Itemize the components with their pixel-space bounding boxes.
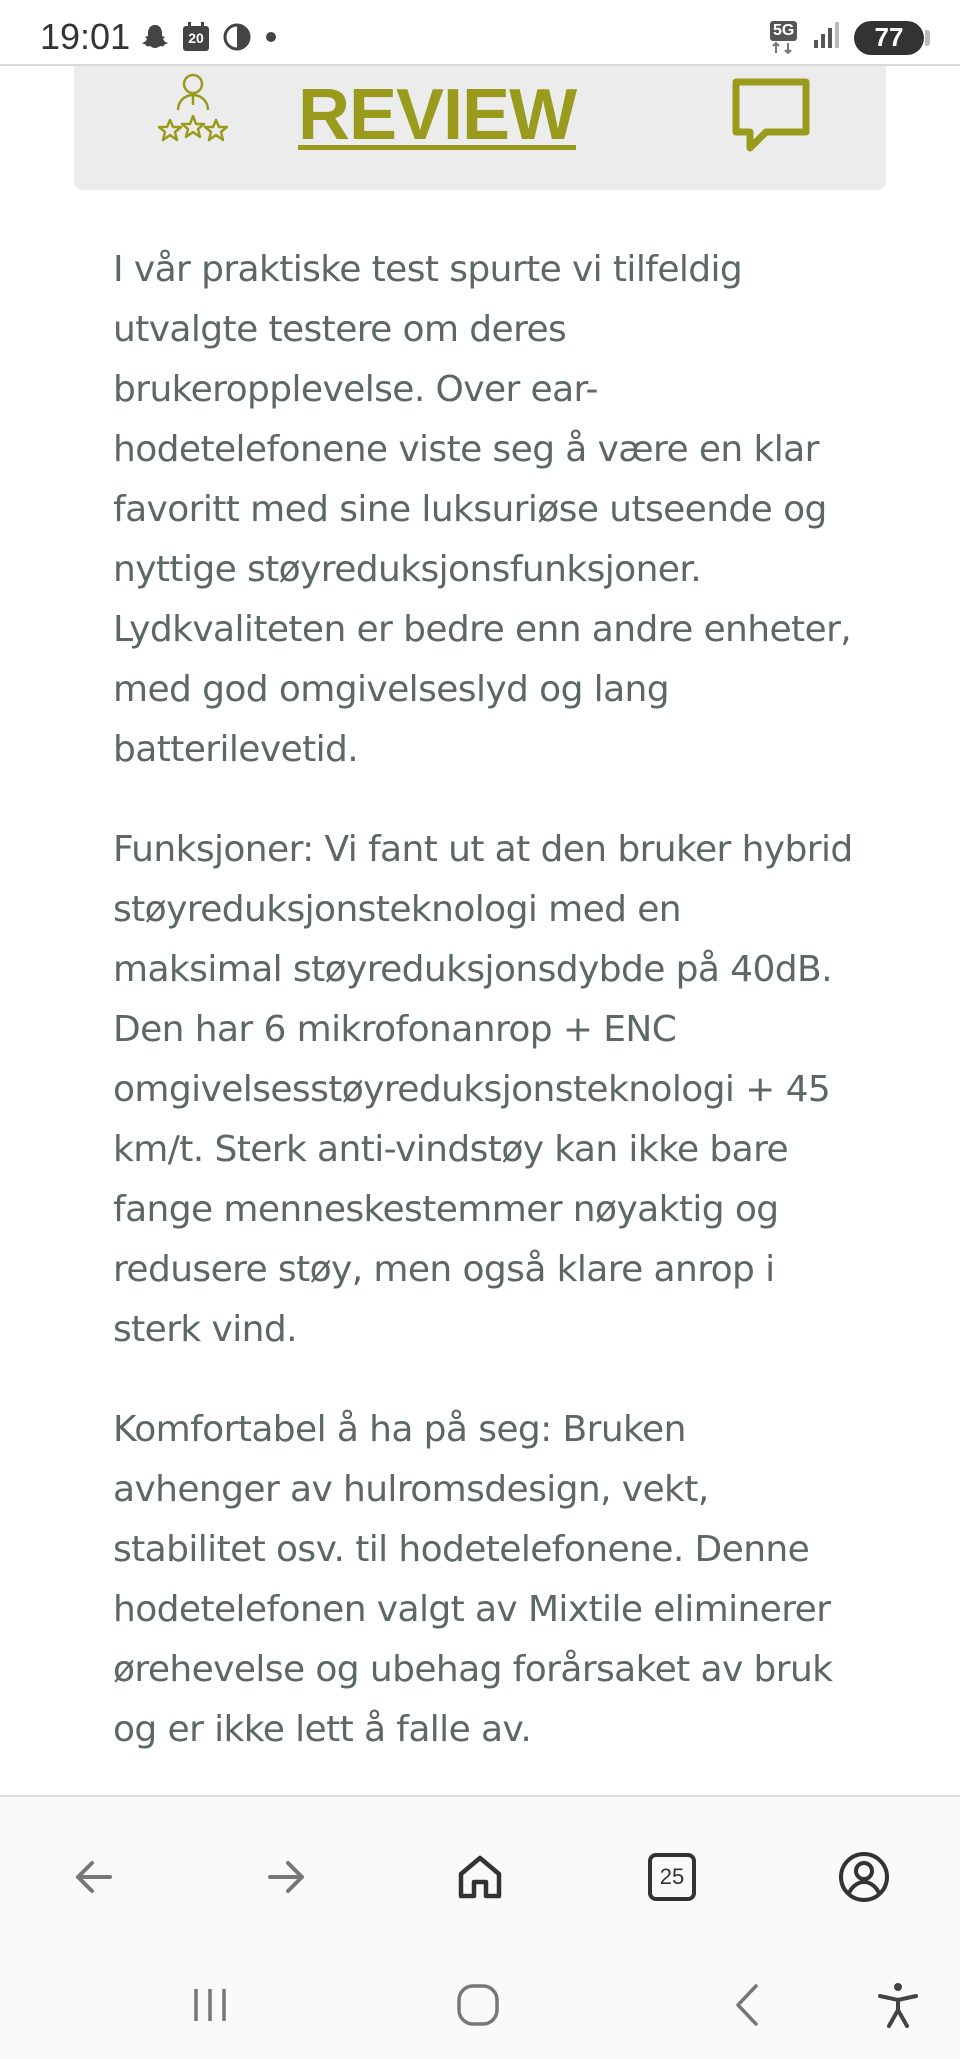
snapchat-icon xyxy=(140,22,170,52)
calendar-icon xyxy=(182,22,210,52)
back-chevron-icon[interactable] xyxy=(718,1975,778,2035)
home-circle-icon[interactable] xyxy=(448,1975,508,2035)
forward-arrow-icon[interactable] xyxy=(254,1845,318,1909)
tabs-icon[interactable] xyxy=(640,1845,704,1909)
system-nav xyxy=(0,1945,960,2059)
article-body xyxy=(113,240,853,1800)
chat-bubble-icon[interactable] xyxy=(730,76,812,161)
status-notifications xyxy=(140,22,278,52)
dot-icon xyxy=(264,30,278,44)
article-paragraph-intro: I vår praktiske test spurte vi tilfeldig utvalgte testere om deres brukeropplevelse. Over ear-hodetelefonene viste seg å være en klar favoritt med sine luksuriøse utseende og nyttige støyreduksjonsfunksjoner. Lydkvaliteten er bedre enn andre enheter, med god omgivelseslyd og lang batterilevetid. xyxy=(113,249,852,770)
browser-toolbar xyxy=(0,1795,960,1945)
status-system xyxy=(768,20,924,55)
status-time: 19:01 xyxy=(40,16,131,57)
calendar-badge: 20 xyxy=(188,30,204,46)
tab-count: 25 xyxy=(648,1853,696,1901)
article-paragraph-features: Funksjoner: Vi fant ut at den bruker hybrid støyreduksjonsteknologi med en maksimal støyreduksjonsdybde på 40dB. Den har 6 mikrofonanrop + ENC omgivelsesstøyreduksjonsteknologi + 45 km/t. Sterk anti-vindstøy kan ikke bare fange menneskestemmer nøyaktig og redusere støy, men også klare anrop i sterk vind. xyxy=(113,829,853,1350)
network-label: 5G xyxy=(770,21,797,41)
review-title[interactable]: REVIEW xyxy=(298,75,577,155)
reviewer-stars-icon xyxy=(150,70,236,161)
review-banner xyxy=(74,66,886,190)
account-icon[interactable] xyxy=(832,1845,896,1909)
theme-icon xyxy=(222,22,252,52)
battery-level: 77 xyxy=(874,22,904,52)
article-paragraph-comfort: Komfortabel å ha på seg: Bruken avhenger av hulromsdesign, vekt, stabilitet osv. til hodetelefonene. Denne hodetelefonen valgt av Mixtile eliminerer ørehevelse og ubehag forårsaket av bruk og er ikke lett å falle av. xyxy=(113,1409,833,1750)
recent-apps-icon[interactable] xyxy=(180,1975,240,2035)
signal-icon xyxy=(812,20,842,55)
5g-icon xyxy=(768,21,800,55)
back-arrow-icon[interactable] xyxy=(62,1845,126,1909)
battery-icon xyxy=(854,21,924,55)
home-icon[interactable] xyxy=(448,1845,512,1909)
status-bar xyxy=(0,0,960,66)
accessibility-icon[interactable] xyxy=(868,1975,928,2035)
